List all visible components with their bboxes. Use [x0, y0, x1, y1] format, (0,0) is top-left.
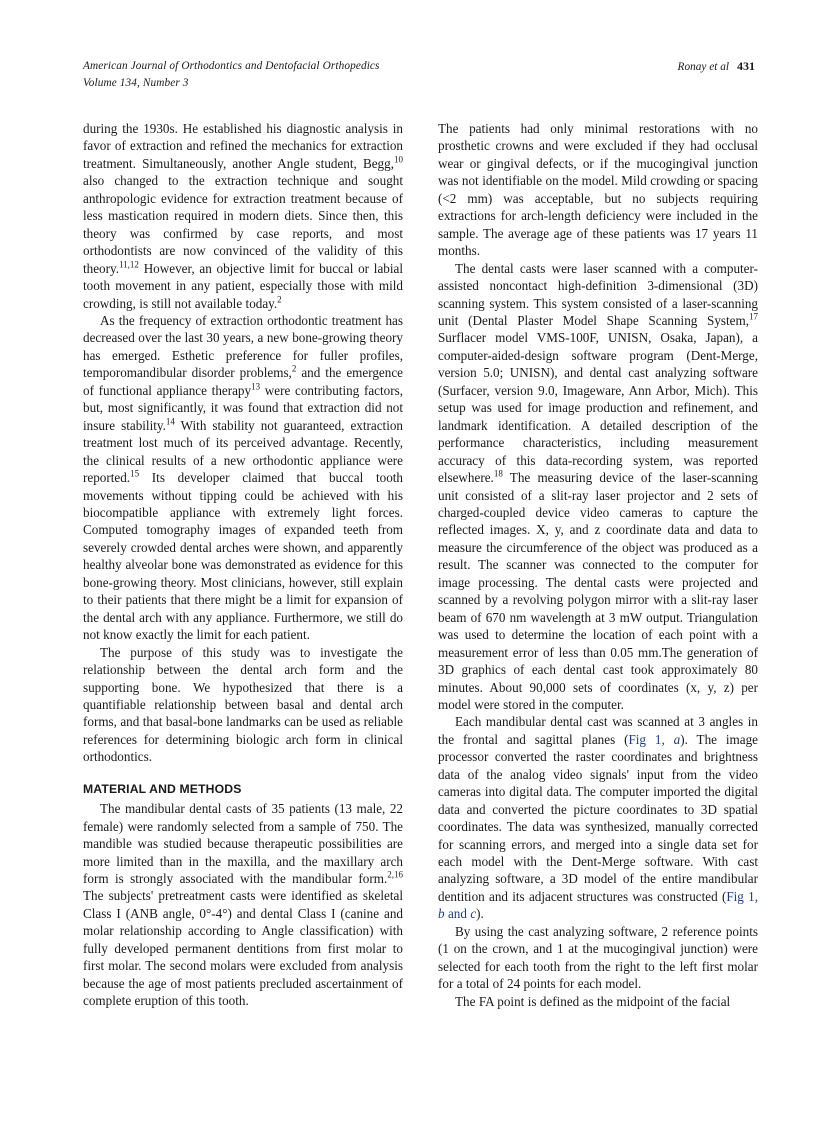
figure-reference-link[interactable]: and	[444, 906, 471, 922]
running-head-right	[678, 58, 755, 76]
body-text: The FA point is defined as the midpoint of the facial	[455, 993, 731, 1009]
figure-reference-link[interactable]: Fig 1,	[628, 731, 674, 747]
paragraph	[438, 120, 758, 260]
body-text: The purpose of this study was to investigate the relationship between the dental arch form and the supporting bone. We hypothesized that there is a quantifiable relationship between basal and dental arch forms, and that basal-bone landmarks can be used as reliable references for determining biologic arch form in clinical orthodontics.	[83, 644, 403, 765]
body-text: The measuring device of the laser-scanning unit consisted of a slit-ray laser projector and 2 sets of charged-coupled device video cameras to capture the reflected images. X, y, and z coordinate data and data to measure the circumference of the object was produced as a result. The scanner was connected to the computer for image processing. The dental casts were projected and scanned by a revolving polygon mirror with a slit-ray laser beam of 670 nm wavelength at 3 mW output. Triangulation was used to determine the location of each point with a measurement error of less than 0.05 mm.The generation of 3D graphics of each dental cast took approximately 80 minutes. About 90,000 sets of coordinates (x, y, z) per model were stored in the computer.	[438, 470, 758, 712]
body-text: also changed to the extraction technique and sought anthropologic evidence for extraction treatment because of less mastication required in modern diets. Since then, this theory was confirmed by case reports, and most orthodontists are now convinced of the validity of this theory.	[83, 173, 403, 276]
reference-superscript[interactable]: 11,12	[119, 259, 139, 270]
paragraph	[438, 713, 758, 922]
page-number: 431	[737, 59, 755, 73]
reference-superscript[interactable]: 2	[277, 294, 282, 305]
body-text: The dental casts were laser scanned with a computer-assisted noncontact high-definition 3-dimensional (3D) scanning system. This system consisted of a laser-scanning unit (Dental Plaster Model Shape Scanning System,	[438, 260, 758, 328]
body-text: By using the cast analyzing software, 2 reference points (1 on the crown, and 1 at the mucogingival junction) were selected for each tooth from the right to the left first molar for a total of 24 points for each model.	[438, 923, 758, 992]
reference-superscript[interactable]: 15	[130, 468, 140, 479]
body-text: The mandibular dental casts of 35 patients (13 male, 22 female) were randomly selected from a sample of 750. The mandible was studied because therapeutic possibilities are more limited than in the maxilla, and the maxillary arch form is strongly associated with the mandibular form.	[83, 801, 403, 887]
paragraph	[83, 800, 403, 1009]
reference-superscript[interactable]: 2,16	[387, 869, 403, 880]
reference-superscript[interactable]: 14	[165, 416, 175, 427]
body-text: were contributing factors, but, most significantly, it was found that extraction did not insure stability.	[83, 382, 403, 433]
body-text: As the frequency of extraction orthodontic treatment has decreased over the last 30 years, a new bone-growing theory has emerged. Esthetic preference for fuller profiles, temporomandibular disorder problems,	[83, 312, 403, 381]
figure-reference-link[interactable]: c	[470, 906, 477, 922]
paragraph	[438, 923, 758, 993]
reference-superscript[interactable]: 13	[251, 381, 261, 392]
reference-superscript[interactable]: 2	[291, 363, 297, 374]
figure-reference-link[interactable]: Fig 1,	[726, 888, 758, 904]
figure-reference-link[interactable]: a	[673, 731, 681, 747]
running-head	[83, 58, 755, 92]
running-head-left	[83, 58, 380, 91]
paragraph	[438, 260, 758, 714]
two-column-body	[83, 120, 758, 1010]
reference-superscript[interactable]: 17	[749, 311, 758, 322]
body-text: during the 1930s. He established his diagnostic analysis in favor of extraction and refined the mechanics for extraction treatment. Simultaneously, another Angle student, Begg,	[83, 121, 403, 171]
body-text: With stability not guaranteed, extraction treatment lost much of its perceived advantage. Recently, the clinical results of a new orthodontic appliance were reported.	[83, 417, 403, 486]
figure-reference-link[interactable]: b	[438, 906, 445, 922]
reference-superscript[interactable]: 18	[493, 468, 503, 479]
paragraph	[83, 644, 403, 766]
paragraph	[438, 993, 758, 1010]
reference-superscript[interactable]: 10	[394, 154, 403, 165]
section-heading-material-and-methods: MATERIAL AND METHODS	[83, 781, 242, 796]
body-text: ).	[476, 906, 484, 922]
volume-issue: Volume 134, Number 3	[83, 76, 189, 89]
journal-name: American Journal of Orthodontics and Dentofacial Orthopedics	[83, 60, 380, 72]
body-text: and the emergence of functional appliance therapy	[83, 365, 403, 398]
body-text: ). The image processor converted the raster coordinates and brightness data of the analog video signals' input from the video cameras into digital data. The computer imported the digital data and converted the picture coordinates to 3D spatial coordinates. The data was synthesized, manually corrected for scanning errors, and merged into a single data set for each model with the Dent-Merge software. With cast analyzing software, a 3D model of the entire mandibular dentition and its adjacent structures was constructed (	[438, 731, 758, 904]
body-text: The patients had only minimal restorations with no prosthetic crowns and were excluded if they had occlusal wear or gingival defects, or if the mucogingival junction was not identifiable on the model. Mild crowding or spacing (<2 mm) was acceptable, but no subjects requiring extractions for arch-length deficiency were included in the sample. The average age of these patients was 17 years 11 months.	[438, 121, 758, 259]
body-text: Its developer claimed that buccal tooth movements without tipping could be achieved with his biocompatible appliance with extremely light forces. Computed tomography images of expanded teeth from severely crowded dental arches were shown, and apparently healthy alveolar bone was demonstrated as evidence for this bone-growing theory. Most clinicians, however, still explain to their patients that there might be a limit for expansion of the dental arch with any appliance. Furthermore, we still do not know exactly the limit for each patient.	[83, 470, 403, 643]
body-text: Each mandibular dental cast was scanned at 3 angles in the frontal and sagittal planes (	[438, 714, 758, 747]
body-text: The subjects' pretreatment casts were identified as skeletal Class I (ANB angle, 0°-4°) and dental Class I (canine and molar relationship according to Angle classification) with fully developed permanent dentitions from first molar to first molar. The second molars were excluded from analysis because the age of most patients precluded ascertainment of complete eruption of this tooth.	[83, 888, 403, 1009]
paragraph	[83, 120, 403, 312]
left-column	[83, 120, 403, 1010]
paragraph	[83, 312, 403, 644]
author-citation: Ronay et al	[677, 61, 729, 73]
right-column	[438, 120, 758, 1010]
body-text: Surflacer model VMS-100F, UNISN, Osaka, Japan), a computer-aided-design software program (Dent-Merge, version 5.0; UNISN), and dental cast analyzing software (Surfacer, version 9.0, Imageware, Ann Arbor, Mich). This setup was used for image production and refinement, and landmark identification. A detailed description of the performance characteristics, including measurement accuracy of this data-recording system, was reported elsewhere.	[438, 330, 758, 486]
body-text: However, an objective limit for buccal or labial tooth movement in any patient, especially those with mild crowding, is still not available today.	[83, 260, 403, 311]
